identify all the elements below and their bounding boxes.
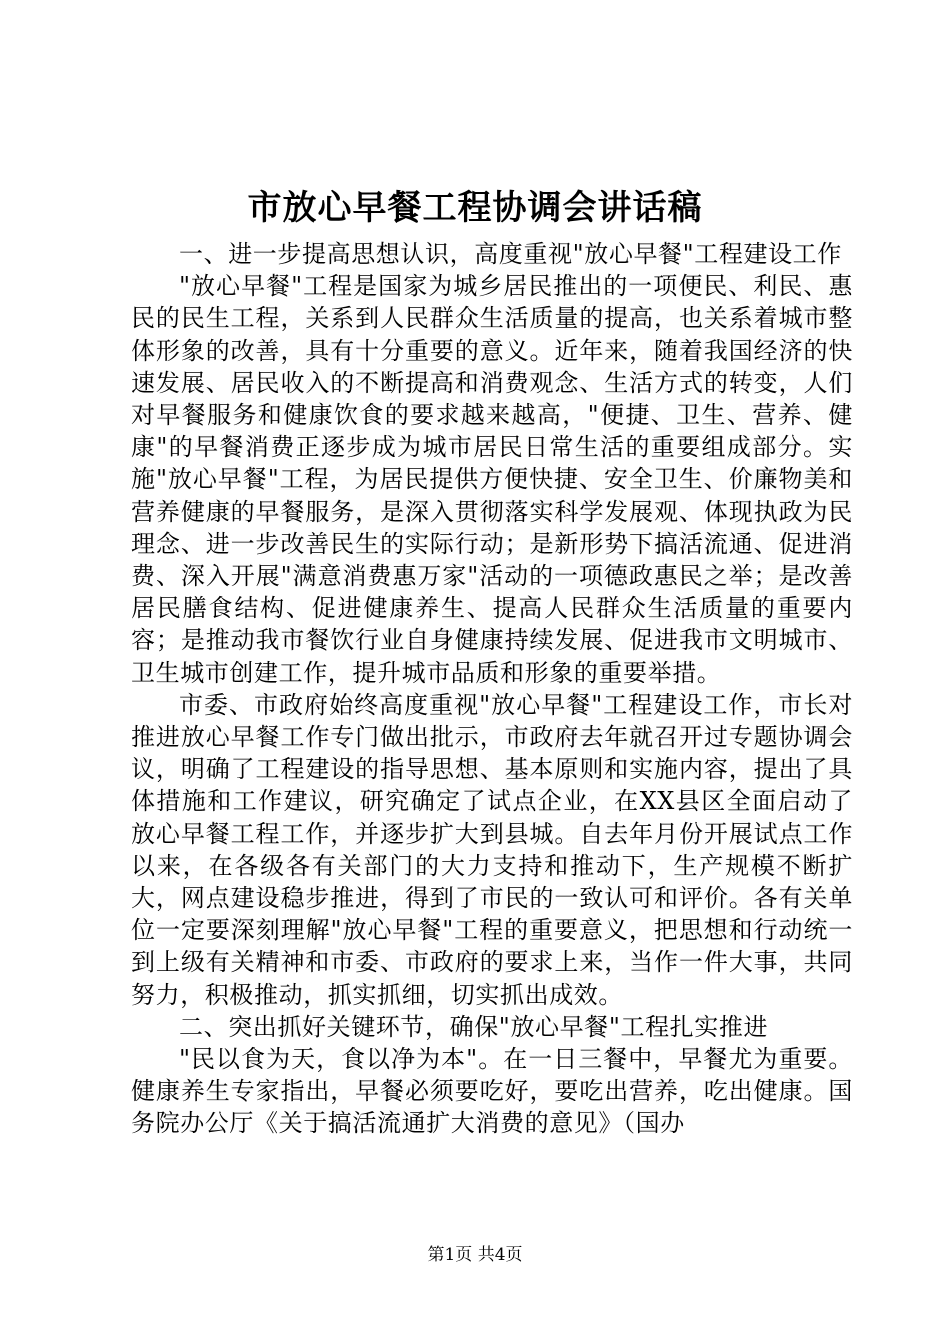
document-body bbox=[131, 238, 853, 1140]
body-paragraph-2: 市委、市政府始终高度重视"放心早餐"工程建设工作，市长对推进放心早餐工作专门做出批示，市政府去年就召开过专题协调会议，明确了工程建设的指导思想、基本原则和实施内容，提出了具体措施和工作建议，研究确定了试点企业，在XX县区全面启动了放心早餐工程工作，并逐步扩大到县城。自去年月份开展试点工作以来，在各级各有关部门的大力支持和推动下，生产规模不断扩大，网点建设稳步推进，得到了市民的一致认可和评价。各有关单位一定要深刻理解"放心早餐"工程的重要意义，把思想和行动统一到上级有关精神和市委、市政府的要求上来，当作一件大事，共同努力，积极推动，抓实抓细，切实抓出成效。 bbox=[131, 690, 853, 1009]
section-heading-2: 二、突出抓好关键环节，确保"放心早餐"工程扎实推进 bbox=[179, 1012, 769, 1041]
body-paragraph-1: "放心早餐"工程是国家为城乡居民推出的一项便民、利民、惠民的民生工程，关系到人民群众生活质量的提高，也关系着城市整体形象的改善，具有十分重要的意义。近年来，随着我国经济的快速发展、居民收入的不断提高和消费观念、生活方式的转变，人们对早餐服务和健康饮食的要求越来越高，"便捷、卫生、营养、健康"的早餐消费正逐步成为城市居民日常生活的重要组成部分。实施"放心早餐"工程，为居民提供方便快捷、安全卫生、价廉物美和营养健康的早餐服务，是深入贯彻落实科学发展观、体现执政为民理念、进一步改善民生的实际行动；是新形势下搞活流通、促进消费、深入开展"满意消费惠万家"活动的一项德政惠民之举；是改善居民膳食结构、促进健康养生、提高人民群众生活质量的重要内容；是推动我市餐饮行业自身健康持续发展、促进我市文明城市、卫生城市创建工作，提升城市品质和形象的重要举措。 bbox=[131, 272, 853, 687]
body-paragraph-3: "民以食为天，食以净为本"。在一日三餐中，早餐尤为重要。健康养生专家指出，早餐必须要吃好，要吃出营养，吃出健康。国务院办公厅《关于搞活流通扩大消费的意见》（国办 bbox=[131, 1045, 853, 1138]
document-title: 市放心早餐工程协调会讲话稿 bbox=[247, 188, 703, 228]
section-heading-1: 一、进一步提高思想认识，高度重视"放心早餐"工程建设工作 bbox=[179, 240, 842, 268]
page-footer: 第1页 共4页 bbox=[427, 1245, 523, 1265]
